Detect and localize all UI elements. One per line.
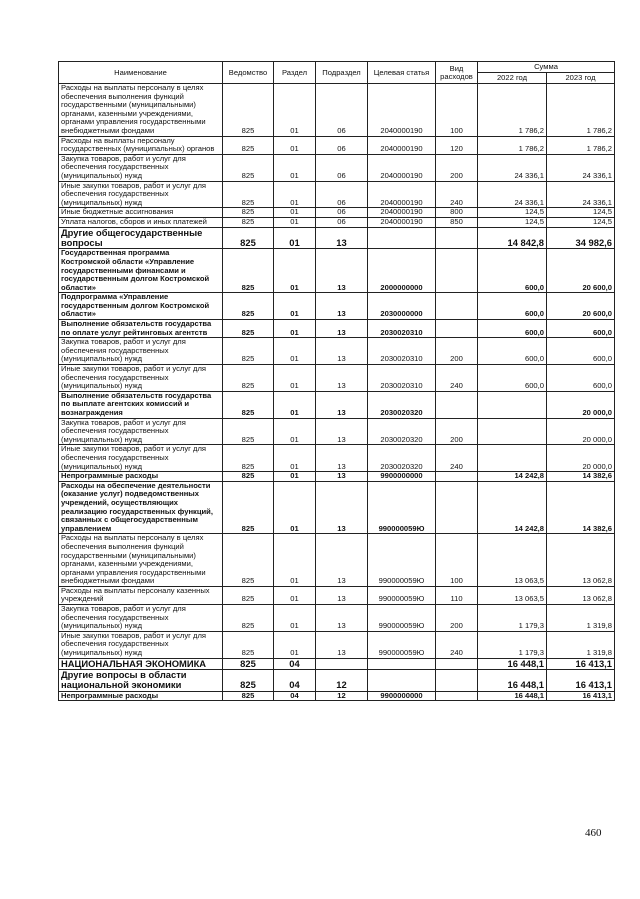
cell-vedomstvo: 825	[223, 249, 274, 293]
cell-razdel: 01	[274, 249, 316, 293]
cell-statya: 2030020320	[368, 391, 436, 418]
cell-vedomstvo: 825	[223, 320, 274, 338]
cell-2023: 1 786,2	[547, 84, 615, 137]
table-row	[59, 586, 615, 604]
cell-statya	[368, 670, 436, 692]
table-row	[59, 418, 615, 445]
cell-name: Непрограммные расходы	[59, 691, 223, 701]
cell-2023: 13 062,8	[547, 534, 615, 587]
cell-name: Уплата налогов, сборов и иных платежей	[59, 217, 223, 227]
cell-razdel: 01	[274, 217, 316, 227]
cell-vid: 200	[436, 338, 478, 365]
cell-2022: 600,0	[478, 338, 547, 365]
cell-statya: 2030020310	[368, 320, 436, 338]
table-row	[59, 605, 615, 632]
table-row	[59, 293, 615, 320]
cell-2022: 124,5	[478, 217, 547, 227]
cell-name: Закупка товаров, работ и услуг для обеспечения государственных (муниципальных) нужд	[59, 418, 223, 445]
cell-vid: 850	[436, 217, 478, 227]
header-summa: Сумма	[478, 62, 615, 73]
cell-vedomstvo: 825	[223, 217, 274, 227]
cell-statya	[368, 227, 436, 249]
cell-vid: 200	[436, 605, 478, 632]
cell-podrazdel: 13	[316, 391, 368, 418]
cell-statya	[368, 658, 436, 669]
cell-2023: 124,5	[547, 217, 615, 227]
cell-2023: 16 413,1	[547, 670, 615, 692]
table-row	[59, 320, 615, 338]
cell-razdel: 04	[274, 670, 316, 692]
cell-statya: 9900000000	[368, 472, 436, 482]
cell-podrazdel: 13	[316, 293, 368, 320]
cell-razdel: 01	[274, 208, 316, 218]
cell-razdel: 01	[274, 391, 316, 418]
cell-podrazdel: 06	[316, 84, 368, 137]
cell-podrazdel: 13	[316, 631, 368, 658]
cell-name: Расходы на выплаты персоналу в целях обеспечения выполнения функций государственными (муниципальными) органами, казенными учреждениями, органами управления государственными внебюджетными фондами	[59, 534, 223, 587]
cell-2023: 16 413,1	[547, 691, 615, 701]
cell-podrazdel: 12	[316, 670, 368, 692]
cell-vid: 800	[436, 208, 478, 218]
cell-name: Закупка товаров, работ и услуг для обеспечения государственных (муниципальных) нужд	[59, 154, 223, 181]
cell-vid: 120	[436, 136, 478, 154]
cell-statya: 2040000190	[368, 208, 436, 218]
cell-vedomstvo: 825	[223, 391, 274, 418]
cell-name: Расходы на выплаты персоналу в целях обеспечения выполнения функций государственными (муниципальными) органами, казенными учреждениями, органами управления государственными внебюджетными фондами	[59, 84, 223, 137]
cell-podrazdel: 13	[316, 249, 368, 293]
cell-name: Государственная программа Костромской области «Управление государственными финансами и государственным долгом Костромской области»	[59, 249, 223, 293]
cell-vedomstvo: 825	[223, 691, 274, 701]
cell-statya: 2030020310	[368, 338, 436, 365]
cell-statya: 2030020320	[368, 445, 436, 472]
cell-vid	[436, 293, 478, 320]
header-vedomstvo: Ведомство	[223, 62, 274, 84]
cell-2023: 14 382,6	[547, 481, 615, 534]
cell-podrazdel: 13	[316, 365, 368, 392]
cell-statya: 2040000190	[368, 84, 436, 137]
header-statya: Целевая статья	[368, 62, 436, 84]
table-row	[59, 534, 615, 587]
cell-2023: 20 000,0	[547, 418, 615, 445]
table-row	[59, 670, 615, 692]
cell-2023: 24 336,1	[547, 154, 615, 181]
cell-vid: 240	[436, 631, 478, 658]
header-razdel: Раздел	[274, 62, 316, 84]
cell-podrazdel: 13	[316, 586, 368, 604]
cell-razdel: 01	[274, 181, 316, 208]
header-2023: 2023 год	[547, 73, 615, 84]
cell-vid	[436, 227, 478, 249]
cell-2022: 16 448,1	[478, 691, 547, 701]
cell-razdel: 01	[274, 365, 316, 392]
cell-name: Иные закупки товаров, работ и услуг для обеспечения государственных (муниципальных) нужд	[59, 445, 223, 472]
cell-2022: 16 448,1	[478, 658, 547, 669]
cell-2022: 13 063,5	[478, 586, 547, 604]
cell-statya: 990000059Ю	[368, 631, 436, 658]
cell-2023: 600,0	[547, 338, 615, 365]
cell-2023: 34 982,6	[547, 227, 615, 249]
cell-podrazdel: 06	[316, 181, 368, 208]
header-podrazdel: Подраздел	[316, 62, 368, 84]
cell-razdel: 01	[274, 136, 316, 154]
cell-statya: 990000059Ю	[368, 605, 436, 632]
cell-2023: 1 319,8	[547, 605, 615, 632]
table-body	[59, 84, 615, 701]
cell-vid	[436, 391, 478, 418]
cell-2023: 24 336,1	[547, 181, 615, 208]
cell-name: Иные закупки товаров, работ и услуг для обеспечения государственных (муниципальных) нужд	[59, 365, 223, 392]
cell-2022: 13 063,5	[478, 534, 547, 587]
cell-2022: 600,0	[478, 293, 547, 320]
cell-razdel: 01	[274, 293, 316, 320]
cell-podrazdel: 13	[316, 445, 368, 472]
cell-vid: 240	[436, 365, 478, 392]
table-row	[59, 658, 615, 669]
cell-2022: 16 448,1	[478, 670, 547, 692]
cell-podrazdel: 06	[316, 136, 368, 154]
cell-statya: 990000059Ю	[368, 586, 436, 604]
cell-statya: 2030020310	[368, 365, 436, 392]
cell-name: Непрограммные расходы	[59, 472, 223, 482]
cell-name: Другие общегосударственные вопросы	[59, 227, 223, 249]
cell-2023: 16 413,1	[547, 658, 615, 669]
cell-razdel: 01	[274, 445, 316, 472]
cell-vedomstvo: 825	[223, 136, 274, 154]
cell-podrazdel: 06	[316, 217, 368, 227]
cell-podrazdel: 13	[316, 338, 368, 365]
cell-vedomstvo: 825	[223, 365, 274, 392]
cell-vid	[436, 670, 478, 692]
cell-statya: 2030000000	[368, 293, 436, 320]
cell-vedomstvo: 825	[223, 670, 274, 692]
cell-name: Закупка товаров, работ и услуг для обеспечения государственных (муниципальных) нужд	[59, 338, 223, 365]
cell-2022: 600,0	[478, 365, 547, 392]
cell-2022: 24 336,1	[478, 181, 547, 208]
cell-2022: 124,5	[478, 208, 547, 218]
cell-2022: 1 786,2	[478, 136, 547, 154]
cell-razdel: 01	[274, 481, 316, 534]
cell-vid	[436, 472, 478, 482]
cell-vedomstvo: 825	[223, 84, 274, 137]
cell-2022	[478, 445, 547, 472]
table-row	[59, 217, 615, 227]
cell-razdel: 01	[274, 84, 316, 137]
header-2022: 2022 год	[478, 73, 547, 84]
cell-vedomstvo: 825	[223, 658, 274, 669]
cell-vedomstvo: 825	[223, 586, 274, 604]
cell-podrazdel: 13	[316, 472, 368, 482]
table-row	[59, 84, 615, 137]
cell-razdel: 01	[274, 338, 316, 365]
cell-razdel: 01	[274, 320, 316, 338]
cell-name: Иные закупки товаров, работ и услуг для обеспечения государственных (муниципальных) нужд	[59, 181, 223, 208]
table-row	[59, 338, 615, 365]
header-name: Наименование	[59, 62, 223, 84]
cell-razdel: 04	[274, 658, 316, 669]
table-row	[59, 445, 615, 472]
cell-2022	[478, 391, 547, 418]
cell-razdel: 01	[274, 605, 316, 632]
cell-2023: 1 786,2	[547, 136, 615, 154]
cell-podrazdel: 13	[316, 481, 368, 534]
cell-vedomstvo: 825	[223, 154, 274, 181]
cell-vedomstvo: 825	[223, 481, 274, 534]
cell-2023: 14 382,6	[547, 472, 615, 482]
cell-podrazdel: 13	[316, 605, 368, 632]
cell-vedomstvo: 825	[223, 208, 274, 218]
header-vid: Вид расходов	[436, 62, 478, 84]
table-row	[59, 181, 615, 208]
cell-vid: 240	[436, 181, 478, 208]
table-row	[59, 227, 615, 249]
cell-statya: 2040000190	[368, 154, 436, 181]
cell-name: Другие вопросы в области национальной экономики	[59, 670, 223, 692]
cell-2023: 13 062,8	[547, 586, 615, 604]
table-row	[59, 631, 615, 658]
cell-podrazdel	[316, 658, 368, 669]
cell-podrazdel: 06	[316, 154, 368, 181]
cell-razdel: 01	[274, 631, 316, 658]
cell-2023: 600,0	[547, 320, 615, 338]
cell-2022: 1 179,3	[478, 631, 547, 658]
cell-vedomstvo: 825	[223, 472, 274, 482]
cell-podrazdel: 13	[316, 418, 368, 445]
cell-vid	[436, 320, 478, 338]
table-row	[59, 136, 615, 154]
cell-vid: 110	[436, 586, 478, 604]
cell-name: Иные бюджетные ассигнования	[59, 208, 223, 218]
cell-statya: 2040000190	[368, 181, 436, 208]
table-row	[59, 691, 615, 701]
cell-vid: 240	[436, 445, 478, 472]
cell-2023: 124,5	[547, 208, 615, 218]
table-row	[59, 154, 615, 181]
cell-2022: 14 842,8	[478, 227, 547, 249]
cell-vid: 100	[436, 534, 478, 587]
cell-statya: 2030020320	[368, 418, 436, 445]
cell-vid	[436, 481, 478, 534]
cell-2023: 20 000,0	[547, 391, 615, 418]
cell-name: Выполнение обязательств государства по оплате услуг рейтинговых агентств	[59, 320, 223, 338]
cell-statya: 990000059Ю	[368, 534, 436, 587]
cell-2023: 20 600,0	[547, 249, 615, 293]
cell-name: Расходы на выплаты персоналу государственных (муниципальных) органов	[59, 136, 223, 154]
cell-statya: 2040000190	[368, 217, 436, 227]
table-row	[59, 481, 615, 534]
cell-2023: 20 600,0	[547, 293, 615, 320]
cell-podrazdel: 13	[316, 534, 368, 587]
cell-vid: 200	[436, 154, 478, 181]
cell-2022	[478, 418, 547, 445]
cell-razdel: 01	[274, 154, 316, 181]
cell-name: Закупка товаров, работ и услуг для обеспечения государственных (муниципальных) нужд	[59, 605, 223, 632]
cell-statya: 2000000000	[368, 249, 436, 293]
cell-vedomstvo: 825	[223, 293, 274, 320]
cell-2022: 600,0	[478, 249, 547, 293]
cell-podrazdel: 13	[316, 227, 368, 249]
cell-podrazdel: 13	[316, 320, 368, 338]
table-row	[59, 365, 615, 392]
table-row	[59, 472, 615, 482]
cell-2023: 20 000,0	[547, 445, 615, 472]
cell-razdel: 01	[274, 227, 316, 249]
cell-name: НАЦИОНАЛЬНАЯ ЭКОНОМИКА	[59, 658, 223, 669]
cell-vedomstvo: 825	[223, 631, 274, 658]
table-row	[59, 391, 615, 418]
cell-razdel: 04	[274, 691, 316, 701]
cell-statya: 990000059Ю	[368, 481, 436, 534]
cell-vid	[436, 658, 478, 669]
cell-2022: 600,0	[478, 320, 547, 338]
cell-2022: 14 242,8	[478, 472, 547, 482]
cell-statya: 2040000190	[368, 136, 436, 154]
cell-razdel: 01	[274, 418, 316, 445]
cell-name: Иные закупки товаров, работ и услуг для обеспечения государственных (муниципальных) нужд	[59, 631, 223, 658]
cell-name: Расходы на обеспечение деятельности (оказание услуг) подведомственных учреждений, осуществляющих реализацию государственных функций, связанных с общегосударственным управлением	[59, 481, 223, 534]
cell-razdel: 01	[274, 472, 316, 482]
cell-statya: 9900000000	[368, 691, 436, 701]
table-row	[59, 249, 615, 293]
cell-razdel: 01	[274, 586, 316, 604]
cell-vid: 200	[436, 418, 478, 445]
cell-name: Расходы на выплаты персоналу казенных учреждений	[59, 586, 223, 604]
cell-podrazdel: 06	[316, 208, 368, 218]
cell-vedomstvo: 825	[223, 605, 274, 632]
cell-2022: 1 179,3	[478, 605, 547, 632]
budget-table	[58, 61, 615, 701]
cell-2023: 600,0	[547, 365, 615, 392]
cell-2022: 1 786,2	[478, 84, 547, 137]
cell-2023: 1 319,8	[547, 631, 615, 658]
table-row	[59, 208, 615, 218]
cell-vedomstvo: 825	[223, 338, 274, 365]
cell-name: Подпрограмма «Управление государственным долгом Костромской области»	[59, 293, 223, 320]
cell-vid	[436, 249, 478, 293]
page-number: 460	[585, 827, 602, 839]
cell-vedomstvo: 825	[223, 445, 274, 472]
cell-vedomstvo: 825	[223, 181, 274, 208]
cell-2022: 14 242,8	[478, 481, 547, 534]
cell-name: Выполнение обязательств государства по выплате агентских комиссий и вознаграждения	[59, 391, 223, 418]
cell-vid: 100	[436, 84, 478, 137]
cell-vid	[436, 691, 478, 701]
cell-2022: 24 336,1	[478, 154, 547, 181]
cell-vedomstvo: 825	[223, 534, 274, 587]
cell-vedomstvo: 825	[223, 227, 274, 249]
cell-razdel: 01	[274, 534, 316, 587]
cell-podrazdel: 12	[316, 691, 368, 701]
cell-vedomstvo: 825	[223, 418, 274, 445]
